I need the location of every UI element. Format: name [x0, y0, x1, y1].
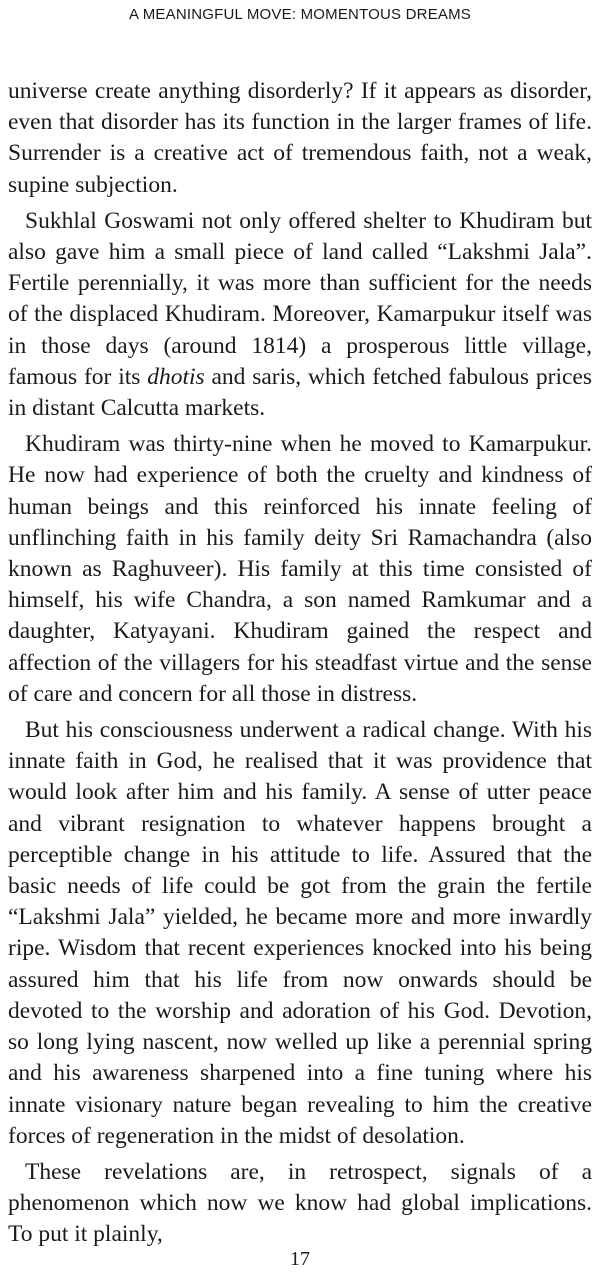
- paragraph-5: These revelations are, in retrospect, signals of a phenomenon which now we know had global implications. To put it plainly,: [8, 1158, 592, 1248]
- paragraph-2-italic-dhotis: dhotis: [147, 363, 205, 390]
- paragraph-1: universe create anything disorderly? If it appears as disorder, even that disorder has its function in the larger frames of life. Surrender is a creative act of tremendous faith, not a weak, supine subjection.: [8, 78, 592, 198]
- paragraph-2: [8, 206, 592, 424]
- paragraph-4: But his consciousness underwent a radical change. With his innate faith in God, he realised that it was providence that would look after him and his family. A sense of utter peace and vibrant resignation to whatever happens brought a perceptible change in his attitude to life. Assured that the basic needs of life could be got from the grain the fertile “Lakshmi Jala” yielded, he became more and more inwardly ripe. Wisdom that recent experiences knocked into his being assured him that his life from now onwards should be devoted to the worship and adoration of his God. Devotion, so long lying nascent, now welled up like a perennial spring and his awareness sharpened into a fine tuning where his innate visionary nature began revealing to him the creative forces of regeneration in the midst of desolation.: [8, 717, 592, 1149]
- paragraph-3: Khudiram was thirty-nine when he moved to Kamarpukur. He now had experience of both the cruelty and kindness of human beings and this reinforced his innate feeling of unflinching faith in his family deity Sri Ramachandra (also known as Raghuveer). His family at this time consisted of himself, his wife Chandra, a son named Ramkumar and a daughter, Katyayani. Khudiram gained the respect and affection of the villagers for his steadfast virtue and the sense of care and concern for all those in distress.: [8, 431, 592, 707]
- page-number: 17: [290, 1248, 310, 1270]
- paragraph-2-part-1: Sukhlal Goswami not only offered shelter to Khudiram but also gave him a small piece of land called “Lakshmi Jala”. Fertile perennially, it was more than sufficient for the needs of the displaced Khudiram. Moreover, Kamarpukur itself was in those days (around 1814) a prosperous little village, famous for its: [8, 207, 592, 390]
- running-header: A MEANINGFUL MOVE: MOMENTOUS DREAMS: [128, 6, 472, 23]
- page-body: [8, 76, 592, 1256]
- paragraph-2-part-2: and saris, which fetched fabulous prices in distant Calcutta markets.: [8, 363, 592, 422]
